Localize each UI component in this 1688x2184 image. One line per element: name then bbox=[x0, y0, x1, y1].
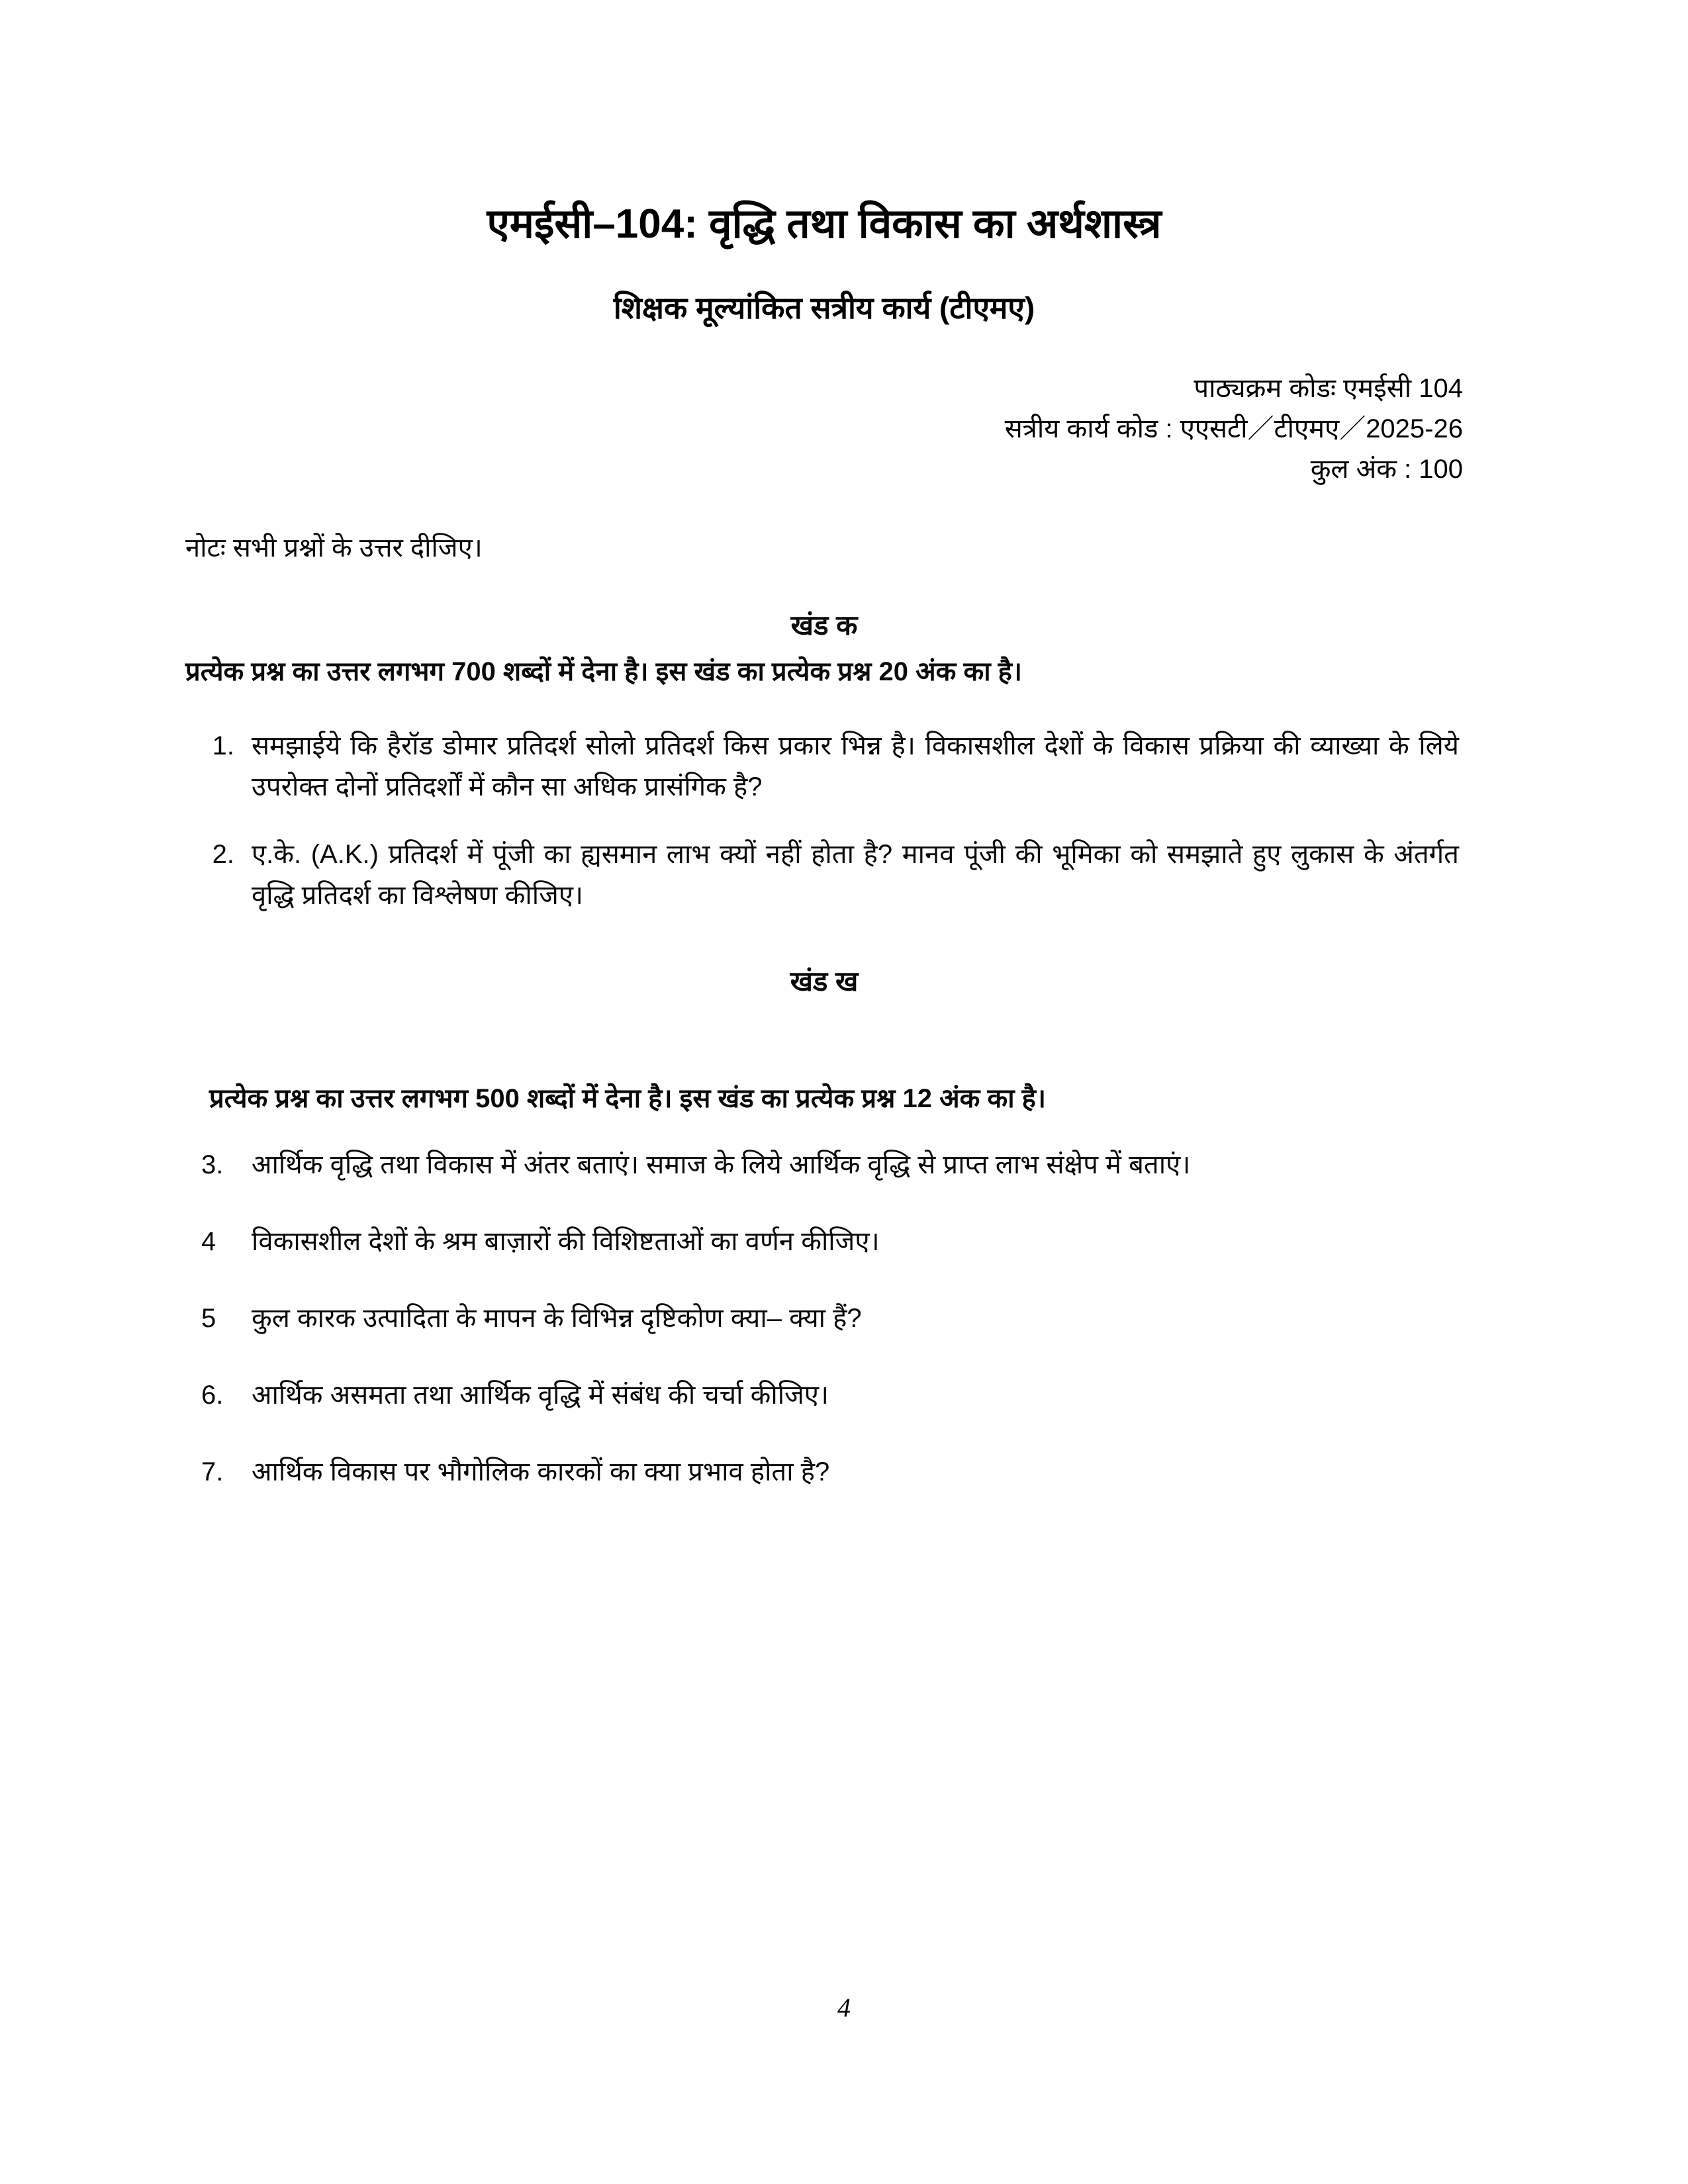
list-item bbox=[185, 834, 1463, 916]
section-b-question-list bbox=[185, 1144, 1463, 1492]
assignment-code: सत्रीय कार्य कोड : एएसटी／टीएमए／2025-26 bbox=[1004, 414, 1463, 444]
question-number: 6. bbox=[201, 1380, 224, 1410]
question-number: 2. bbox=[212, 840, 234, 870]
question-text: आर्थिक वृद्धि तथा विकास में अंतर बताएं। समाज के लिये आर्थिक वृद्धि से प्राप्त लाभ संक्षेप में बताएं। bbox=[252, 1150, 1191, 1179]
course-code: पाठ्यक्रम कोडः एमईसी 104 bbox=[1194, 374, 1463, 404]
note-text: नोटः सभी प्रश्नों के उत्तर दीजिए। bbox=[185, 533, 483, 563]
list-item bbox=[185, 1144, 1463, 1185]
question-text: आर्थिक विकास पर भौगोलिक कारकों का क्या प्रभाव होता है? bbox=[252, 1457, 830, 1486]
assignment-meta bbox=[185, 369, 1463, 489]
question-number: 1. bbox=[212, 731, 234, 761]
question-text: विकासशील देशों के श्रम बाज़ारों की विशिष्टताओं का वर्णन कीजिए। bbox=[252, 1226, 880, 1256]
section-a-question-list bbox=[185, 725, 1463, 916]
document-content bbox=[185, 0, 1463, 1528]
question-number: 5 bbox=[201, 1303, 216, 1333]
total-marks: कुल अंक : 100 bbox=[1310, 454, 1463, 484]
section-b-instruction: प्रत्येक प्रश्न का उत्तर लगभग 500 शब्दों में देना है। इस खंड का प्रत्येक प्रश्न 12 अंक का है। bbox=[209, 1083, 1047, 1113]
page-number: 4 bbox=[837, 1993, 851, 2023]
section-a-heading: खंड क bbox=[790, 609, 858, 641]
section-a-instruction: प्रत्येक प्रश्न का उत्तर लगभग 700 शब्दों में देना है। इस खंड का प्रत्येक प्रश्न 20 अंक का है। bbox=[185, 657, 1023, 687]
page-title: एमईसी–104: वृद्धि तथा विकास का अर्थशास्त्र bbox=[487, 201, 1162, 247]
list-item bbox=[185, 1451, 1463, 1492]
list-item bbox=[185, 1375, 1463, 1416]
question-number: 4 bbox=[201, 1226, 216, 1256]
section-b-heading: खंड ख bbox=[790, 966, 859, 997]
question-text: कुल कारक उत्पादिता के मापन के विभिन्न दृष्टिकोण क्या– क्या हैं? bbox=[252, 1303, 862, 1333]
question-number: 7. bbox=[201, 1457, 224, 1486]
list-item bbox=[185, 1221, 1463, 1262]
list-item bbox=[185, 1298, 1463, 1339]
question-text: आर्थिक असमता तथा आर्थिक वृद्धि में संबंध की चर्चा कीजिए। bbox=[252, 1380, 829, 1410]
question-text: समझाईये कि हैरॉड डोमार प्रतिदर्श सोलो प्रतिदर्श किस प्रकार भिन्न है। विकासशील देशों के विकास प्रक्रिया की व्याख्या के लिये उपरोक्त दोनों प्रतिदर्शों में कौन सा अधिक प्रासंगिक है? bbox=[252, 731, 1459, 802]
page-subtitle: शिक्षक मूल्यांकित सत्रीय कार्य (टीएमए) bbox=[613, 290, 1035, 325]
list-item bbox=[185, 725, 1463, 807]
question-number: 3. bbox=[201, 1150, 224, 1179]
question-text: ए.के. (A.K.) प्रतिदर्श में पूंजी का ह्यसमान लाभ क्यों नहीं होता है? मानव पूंजी की भूमिका को समझाते हुए लुकास के अंतर्गत वृद्धि प्रतिदर्श का विश्लेषण कीजिए। bbox=[252, 840, 1459, 911]
